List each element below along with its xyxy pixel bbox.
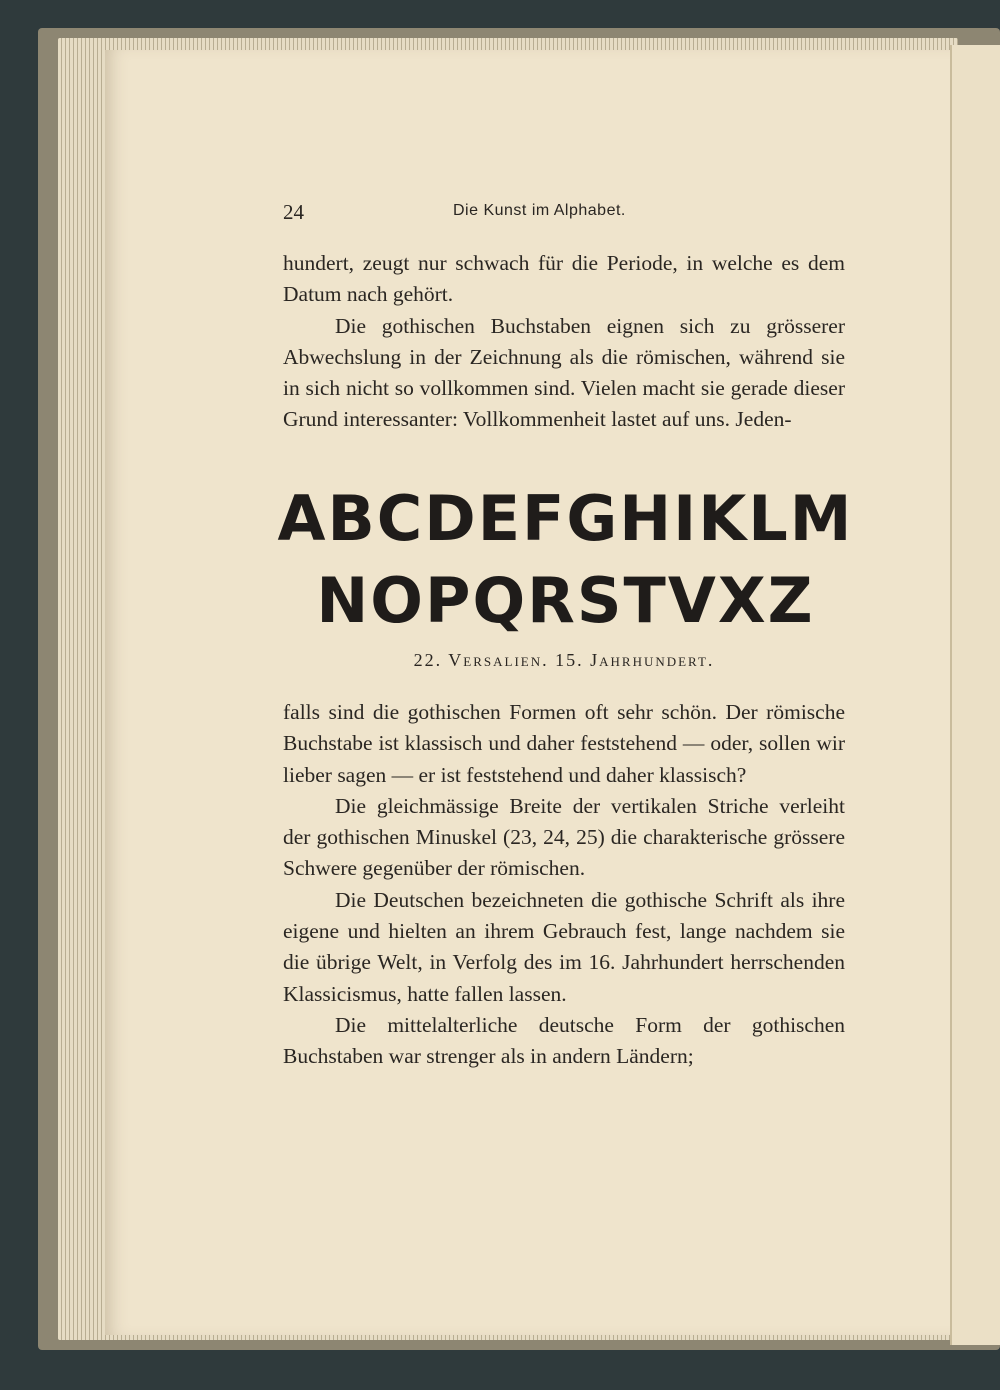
paragraph: Die gothischen Buchstaben eignen sich zu grösserer Abwechslung in der Zeichnung als die römischen, während sie in sich nicht so vollkommen sind. Vielen macht sie gerade dieser Grund interessanter: Vollkommenheit lastet auf uns. Jeden-	[283, 313, 845, 432]
paragraph: falls sind die gothischen Formen oft sehr schön. Der römische Buchstabe ist klassisch und daher feststehend — oder, sollen wir lieber sagen — er ist feststehend und daher klassisch?	[283, 700, 845, 787]
alphabet-line-2: NOPQRSTVXZ	[316, 564, 815, 637]
paragraph: Die Deutschen bezeichneten die gothische Schrift als ihre eigene und hielten an ihrem Gebrauch fest, lange nachdem sie die übrige Welt, in Verfolg des im 16. Jahrhundert herrschenden Klassicismus, hatte fallen lassen.	[283, 887, 845, 1006]
paragraph: hundert, zeugt nur schwach für die Periode, in welche es dem Datum nach gehört.	[283, 251, 845, 307]
paragraph: Die mittelalterliche deutsche Form der gothischen Buchstaben war strenger als in andern Ländern;	[283, 1012, 845, 1069]
text-block-bottom	[283, 697, 845, 1073]
text-block-top	[283, 248, 845, 436]
facing-page-edge	[950, 45, 1000, 1345]
running-title: Die Kunst im Alphabet.	[453, 202, 626, 219]
page-header	[283, 200, 845, 234]
paragraph: Die gleichmässige Breite der vertikalen Striche verleiht der gothischen Minuskel (23, 24, 25) die charakterische grössere Schwere gegenüber der römischen.	[283, 793, 845, 881]
book-page	[105, 50, 950, 1335]
figure-caption: 22. Versalien. 15. Jahrhundert.	[413, 650, 715, 670]
alphabet-line-1: ABCDEFGHIKLM	[277, 482, 854, 555]
page-number: 24	[283, 200, 304, 224]
